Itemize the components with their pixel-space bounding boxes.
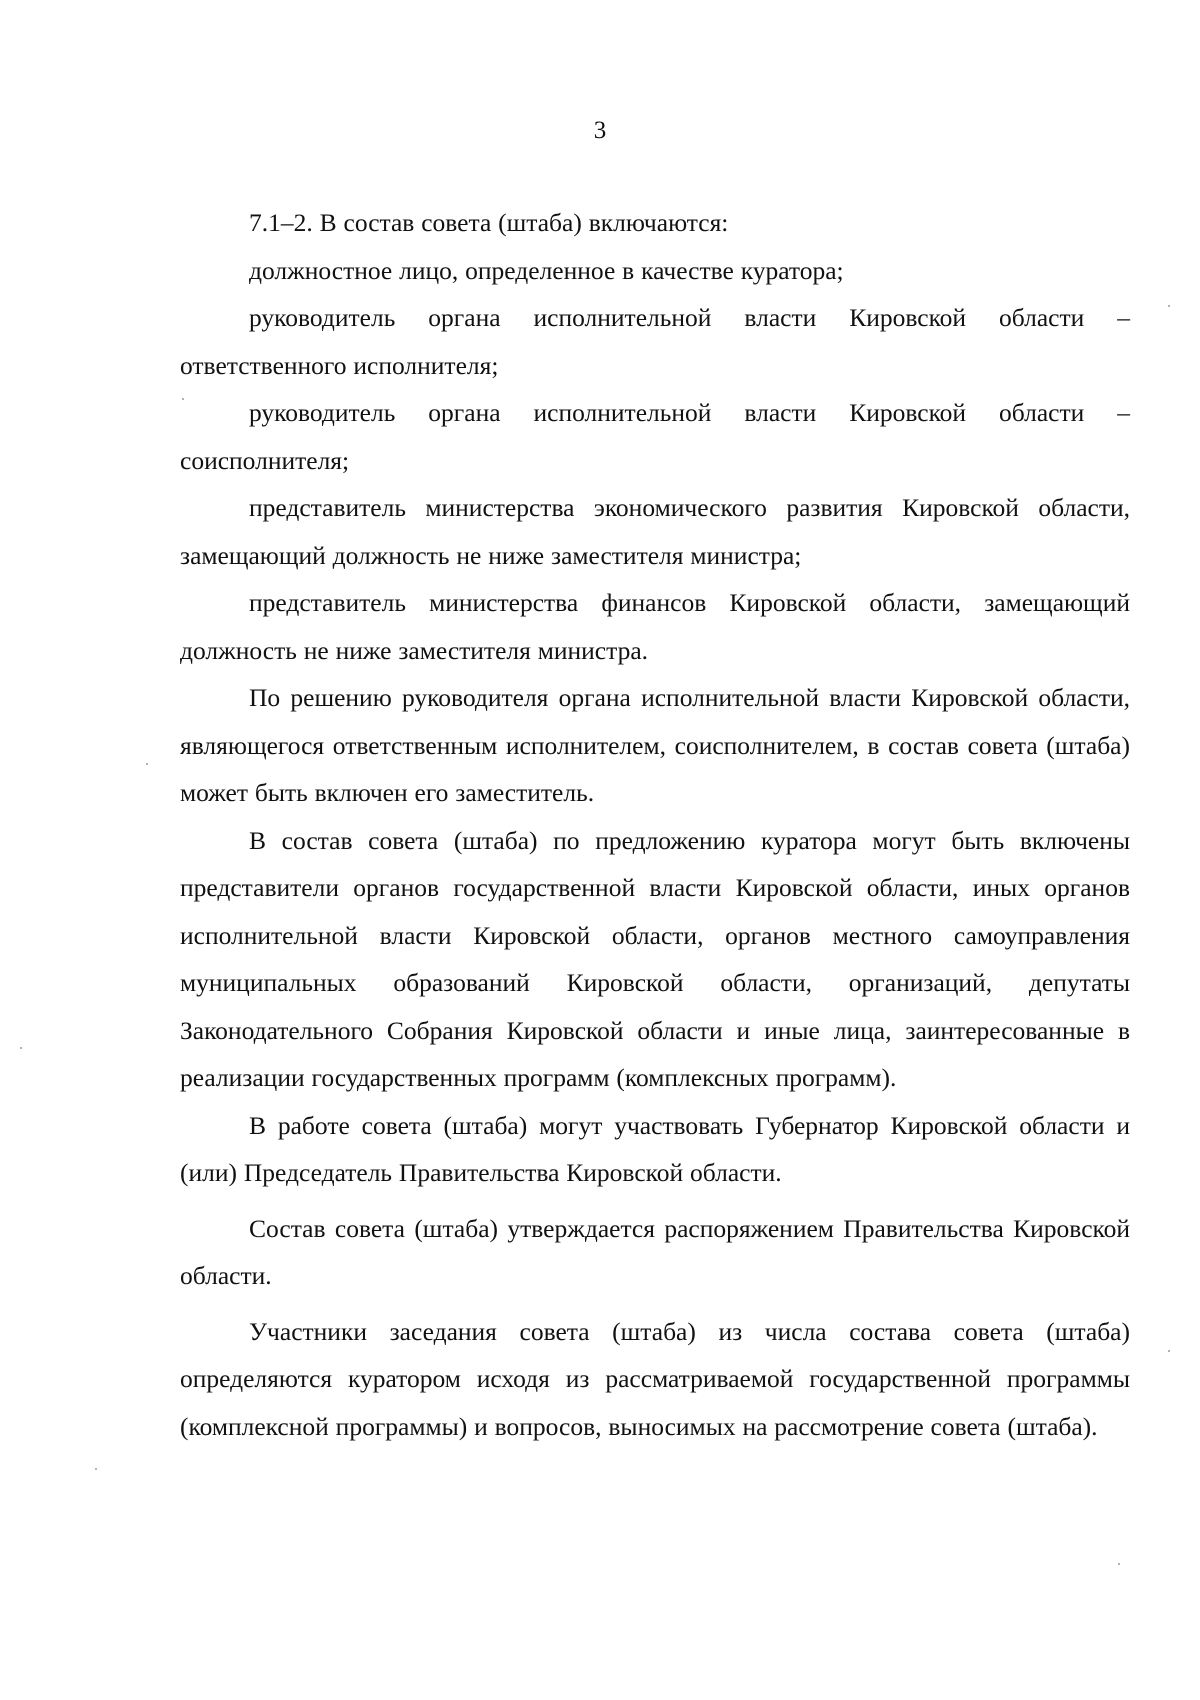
- paragraph-economy-ministry: представитель министерства экономического развития Кировской области, замещающий должность не ниже заместителя министра;: [180, 493, 1130, 570]
- scan-speck: [1168, 305, 1170, 307]
- paragraph-meeting-participants: Участники заседания совета (штаба) из числа состава совета (штаба) определяются куратором исходя из рассматриваемой государственной программы (комплексной программы) и вопросов, выносимых на рассмотрение совета (штаба).: [180, 1316, 1130, 1441]
- paragraph-other-members: В состав совета (штаба) по предложению куратора могут быть включены представители органов государственной власти Кировской области, иных органов исполнительной власти Кировской области, органов местного самоуправления муниципальных образований Кировской области, организаций, депутаты Законодательного Собрания Кировской области и иные лица, заинтересованные в реализации государственных программ (комплексных программ).: [180, 825, 1130, 1092]
- document-body: [180, 199, 1130, 1450]
- scan-speck: [1168, 1350, 1170, 1352]
- paragraph-responsible-executor: руководитель органа исполнительной власти Кировской области – ответственного исполнителя;: [180, 303, 1130, 380]
- scan-speck: [182, 398, 184, 400]
- paragraph-deputy-inclusion: По решению руководителя органа исполнительной власти Кировской области, являющегося ответственным исполнителем, соисполнителем, в состав совета (штаба) может быть включен его заместитель.: [180, 683, 1130, 807]
- scan-speck: [1118, 1563, 1120, 1565]
- paragraph-governor-participation: В работе совета (штаба) могут участвовать Губернатор Кировской области и (или) Председатель Правительства Кировской области.: [180, 1110, 1130, 1187]
- scan-speck: [20, 1047, 22, 1049]
- paragraph-section-heading: 7.1–2. В состав совета (штаба) включаются:: [249, 208, 729, 237]
- paragraph-composition-approval: Состав совета (штаба) утверждается распоряжением Правительства Кировской области.: [180, 1213, 1130, 1290]
- paragraph-finance-ministry: представитель министерства финансов Кировской области, замещающий должность не ниже заместителя министра.: [180, 588, 1130, 665]
- scan-speck: [95, 1468, 97, 1470]
- paragraph-co-executor: руководитель органа исполнительной власти Кировской области – соисполнителя;: [180, 398, 1130, 475]
- paragraph-curator: должностное лицо, определенное в качестве куратора;: [249, 255, 844, 285]
- scan-speck: [146, 763, 148, 765]
- page-number: 3: [593, 117, 607, 144]
